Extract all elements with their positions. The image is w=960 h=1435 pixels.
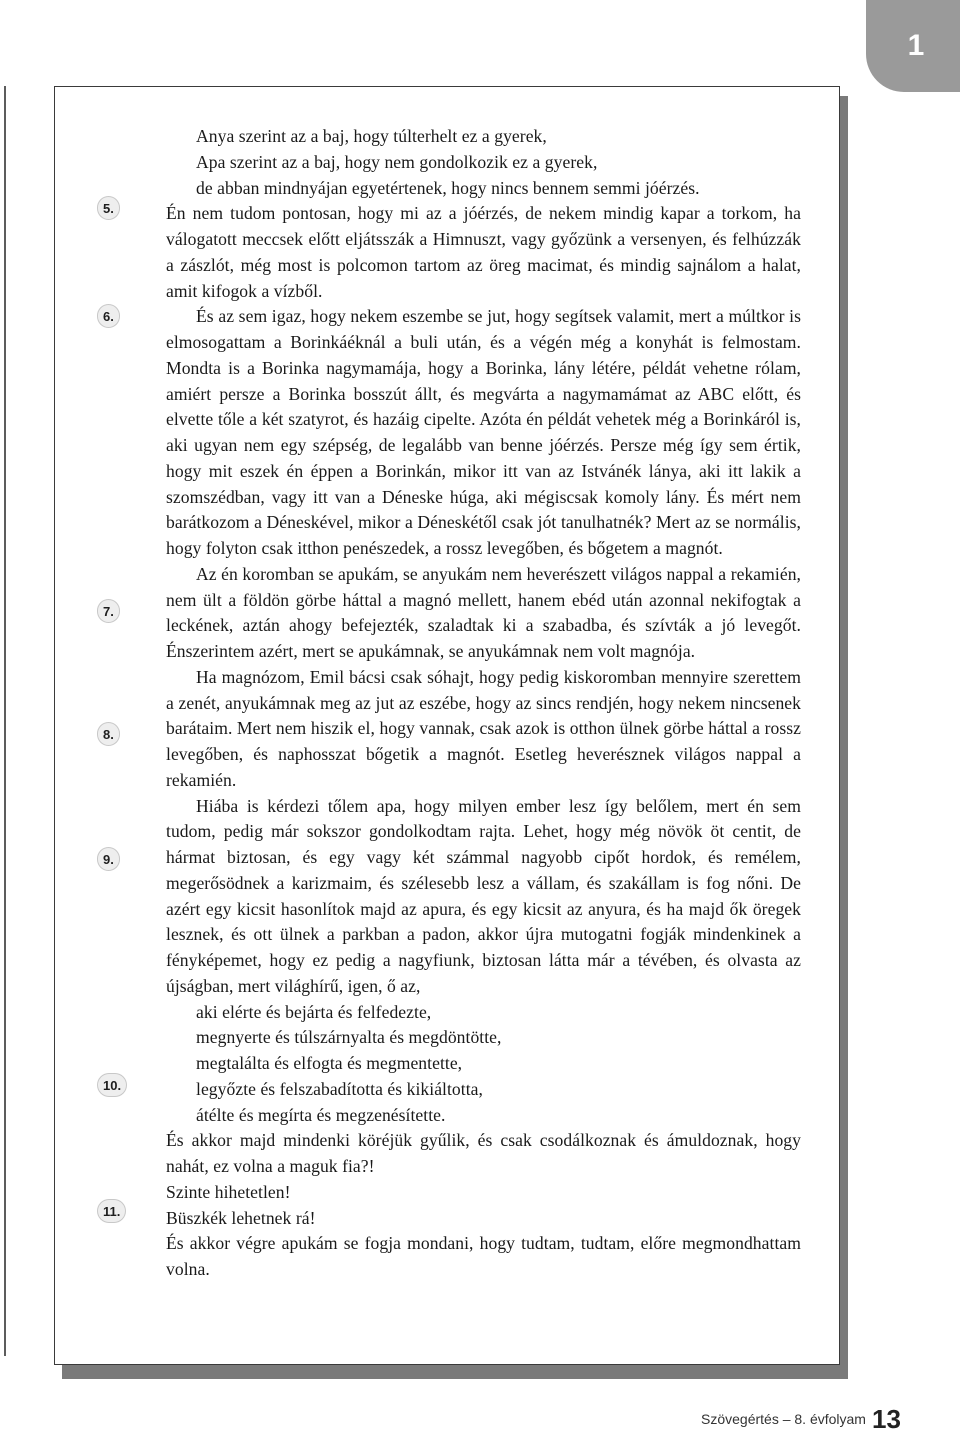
page-number: 13	[872, 1404, 901, 1434]
footer-label: Szövegértés – 8. évfolyam	[701, 1411, 866, 1427]
paragraph: És az sem igaz, hogy nekem eszembe se jut, hogy segítsek valamit, mert a múltkor is elmosogattam a Borinkáéknál a buli után, és a végén még a konyhát is felmostam. Mondta is a Borinka nagymamája, hogy a Borinka, lány létére, példát vehetne rólam, amiért persze a Borinka bosszút állt, és megvárta a nagymamámat az ABC előtt, és elvette tőle a két szatyrot, és hazáig cipelte. Azóta én példát vehetek még a Borinkáról is, aki ugyan nem egy szépség, de legalább van benne jóérzés. Persze még így sem értik, hogy mit eszek én éppen a Borinkán, mikor itt van az Istvánék lánya, aki itt lakik a szomszédban, vagy itt van a Déneske húga, aki mégiscsak komoly lány. És mért nem barátkozom a Déneskével, mikor a Déneskétől csak jót tanulhatnék? Mert az se normális, hogy folyton csak itthon penészedek, a rossz levegőben, és bőgetem a magnót.	[166, 306, 801, 558]
paragraph: És akkor végre apukám se fogja mondani, hogy tudtam, tudtam, előre megmondhattam volna.	[166, 1233, 801, 1279]
verse-line: aki elérte és bejárta és felfedezte,	[196, 1001, 432, 1022]
verse-line: megtalálta és elfogta és megmentette,	[196, 1053, 463, 1073]
paragraph: Hiába is kérdezi tőlem apa, hogy milyen ember lesz így belőlem, mert én sem tudom, pedig már sokszor gondolkodtam rajta. Lehet, hogy még növök öt centit, de hármat biztosan, és egy vagy két számmal nagyobb cipőt hordok, és remélem, megerősödnek a karizmaim, és szélesebb lesz a vállam, és szakállam is fog nőni. De azért egy kicsit hasonlítok majd az apura, és egy kicsit az anyura, és ha majd ők öregek lesznek, és ott ülnek a parkban a padon, akkor újra mutogatni fogják mindenkinek a fényképemet, hogy ez pedig a nagyfiunk, biztosan látta már a tévében, és olvasta az újságban, mert világhírű, igen, ő az,	[166, 795, 801, 996]
line-number-7: 7.	[98, 600, 119, 622]
reading-text	[166, 124, 801, 1283]
line-number-8: 8.	[98, 723, 119, 745]
chapter-number: 1	[907, 29, 925, 62]
paragraph: És akkor majd mindenki köréjük gyűlik, és csak csodálkoznak és ámuldoznak, hogy nahát, ez volna a maguk fia?!	[166, 1130, 801, 1176]
line-number-10: 10.	[98, 1074, 126, 1096]
verse-line: megnyerte és túlszárnyalta és megdöntötte,	[196, 1027, 502, 1048]
line-number-9: 9.	[98, 848, 119, 870]
paragraph: Szinte hihetetlen!	[166, 1181, 291, 1202]
verse-line: Anya szerint az a baj, hogy túlterhelt ez a gyerek,	[196, 126, 547, 146]
verse-line: de abban mindnyájan egyetértenek, hogy nincs bennem semmi jóérzés.	[196, 177, 700, 198]
line-number-5: 5.	[98, 197, 119, 219]
verse-line: Apa szerint az a baj, hogy nem gondolkozik ez a gyerek,	[196, 151, 598, 172]
paragraph: Büszkék lehetnek rá!	[166, 1207, 316, 1228]
line-number-11: 11.	[98, 1200, 125, 1222]
left-margin-rule	[4, 86, 6, 1356]
paragraph: Ha magnózom, Emil bácsi csak sóhajt, hogy pedig kiskoromban mennyire szerettem a zenét, anyukámnak meg az jut az eszébe, hogy az sincs rendjén, hogy nekem nincsenek barátaim. Mert nem hiszik el, hogy vannak, csak azok is otthon ülnek görbe háttal a rossz levegőben, és naphosszat bőgetik a magnót. Esetleg heverésznek világos nappal a rekamién.	[166, 666, 801, 790]
line-number-6: 6.	[98, 305, 119, 327]
verse-line: legyőzte és felszabadította és kikiáltotta,	[196, 1078, 483, 1099]
chapter-tab	[866, 0, 960, 92]
verse-line: átélte és megírta és megzenésítette.	[196, 1104, 446, 1125]
paragraph: Az én koromban se apukám, se anyukám nem heverészett világos nappal a rekamién, nem ült a földön görbe háttal a magnó mellett, hanem ebéd után azonnal nekifogtak a leckének, aztán ahogy befejezték, szaladtak ki a szabadba, és szívták a jó levegőt. Énszerintem azért, mert se apukámnak, se anyukámnak nem volt magnója.	[166, 563, 801, 661]
paragraph: Én nem tudom pontosan, hogy mi az a jóérzés, de nekem mindig kapar a torkom, ha válogatott meccsek előtt eljátsszák a Himnuszt, vagy győzünk a versenyen, és felhúzzák a zászlót, még most is polcomon tartom az öreg macimat, és mindig sajnálom a halat, amit kifogok a vízből.	[166, 203, 801, 301]
